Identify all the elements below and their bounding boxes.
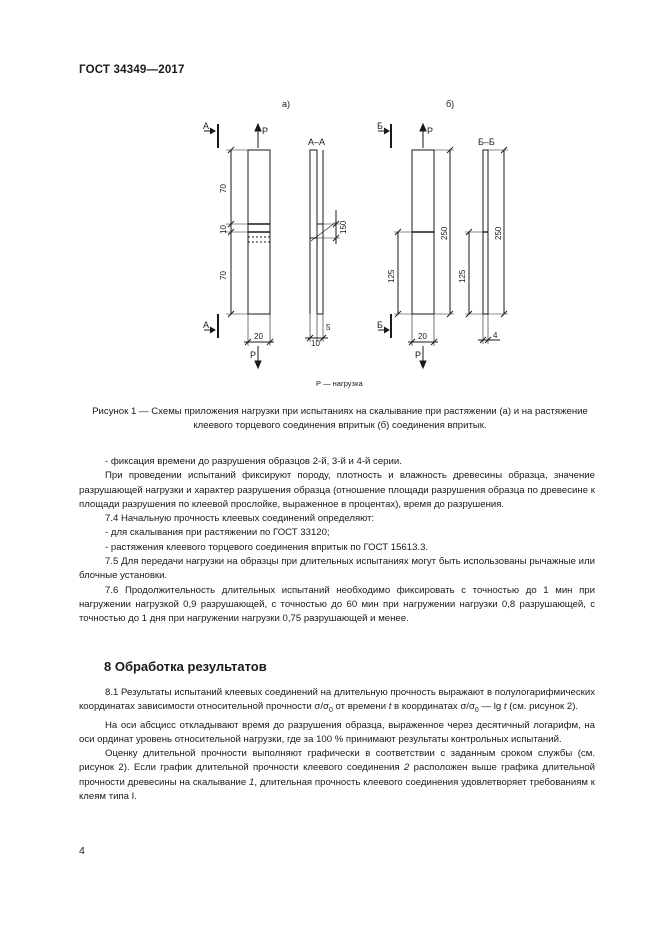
paragraph: - растяжения клеевого торцевого соединения впритык по ГОСТ 15613.3.	[105, 541, 429, 553]
paragraph: - для скалывания при растяжении по ГОСТ 33120;	[105, 527, 330, 539]
paragraph: На оси абсцисс откладывают время до разрушения образца, выраженное через десятичный логарифм, на оси ординат уровень относительной нагрузки, где за 100 % принимают результаты контрольных испытаний.	[79, 719, 595, 745]
paragraph: 7.5 Для передачи нагрузки на образцы при длительных испытаниях могут быть использованы рычажные или блочные установки.	[79, 556, 595, 582]
paragraph: 7.4 Начальную прочность клеевых соединений определяют:	[105, 513, 375, 525]
dim-5: 5	[326, 323, 331, 332]
paragraph: - фиксация времени до разрушения образцов 2-й, 3-й и 4-й серии.	[105, 456, 402, 467]
figure-1-diagram	[0, 0, 661, 400]
dim-125-b: 125	[387, 269, 396, 283]
paragraph: Оценку длительной прочности выполняют графически в соответствии с заданным сроком службы (см. рисунок 2). Если график длительной прочности клеевого соединения 2 расположен выше графика длительной прочности древесины на скалывание 1, длительная прочность клеевого соединения удовлетворяет требованиям к клеям типа I.	[79, 748, 595, 802]
section-mark-a-top: А	[203, 121, 210, 131]
section-mark-b-top: Б	[377, 121, 383, 131]
body-text-section-8	[79, 686, 595, 804]
dim-250-b: 250	[440, 226, 449, 240]
page-number: 4	[79, 845, 85, 857]
specimen-a-section-upper	[310, 150, 317, 238]
load-label-b-top: Р	[427, 126, 434, 136]
load-label-a-top: Р	[262, 126, 269, 136]
paragraph-8-1: 8.1 Результаты испытаний клеевых соединений на длительную прочность выражают в полулогарифмических координатах зависимости относительной прочности $\sigma/\sigma_0$ от времени t в координатах $\sigma/\sigma_0$ — lg t (см. рисунок 2).	[79, 687, 595, 715]
specimen-a-section-lower	[317, 224, 323, 314]
section-mark-a-bottom: А	[203, 320, 210, 330]
section-title-aa: А–А	[308, 137, 326, 147]
paragraph: 7.6 Продолжительность длительных испытаний необходимо фиксировать с точностью до 1 мин при нагружении нагрузкой 0,9 разрушающей, с точностью до 60 мин при нагружении нагрузки 0,8 разрушающей, с точностью до 1 дня при нагружении нагрузки 0,75 разрушающей и менее.	[79, 584, 595, 625]
dim-4: 4	[493, 331, 498, 340]
dim-150: 150	[339, 220, 348, 234]
panel-label-b: б)	[446, 99, 455, 109]
document-header: ГОСТ 34349—2017	[79, 64, 185, 76]
load-label-b-bottom: Р	[415, 350, 422, 360]
dim-70-upper: 70	[219, 184, 228, 193]
dim-10-section: 10	[311, 339, 320, 348]
section-heading-8: 8 Обработка результатов	[104, 659, 267, 674]
load-label-a-bottom: Р	[250, 350, 257, 360]
paragraph: При проведении испытаний фиксируют породу, плотность и влажность древесины образца, значение разрушающей нагрузки и характер разрушения образца (отношение площади разрушения образца по древесине к площади разрушения по клеевой прослойке, выраженное в процентах), время до разрушения.	[79, 470, 595, 510]
section-title-bb: Б–Б	[478, 137, 495, 147]
figure-legend: Р — нагрузка	[316, 379, 363, 388]
dim-250-section: 250	[494, 226, 503, 240]
dim-20-a: 20	[254, 332, 263, 341]
dim-70-lower: 70	[219, 271, 228, 280]
figure-caption: Рисунок 1 — Схемы приложения нагрузки при испытаниях на скалывание при растяжении (а) и на растяжение клеевого торцевого соединения впритык (б) соединения впритык.	[92, 406, 588, 431]
section-mark-b-bottom: Б	[377, 320, 383, 330]
panel-label-a: а)	[282, 99, 291, 109]
body-text-section-7	[79, 455, 595, 627]
dim-125-section: 125	[458, 269, 467, 283]
dim-10: 10	[219, 225, 228, 234]
dim-20-b: 20	[418, 332, 427, 341]
